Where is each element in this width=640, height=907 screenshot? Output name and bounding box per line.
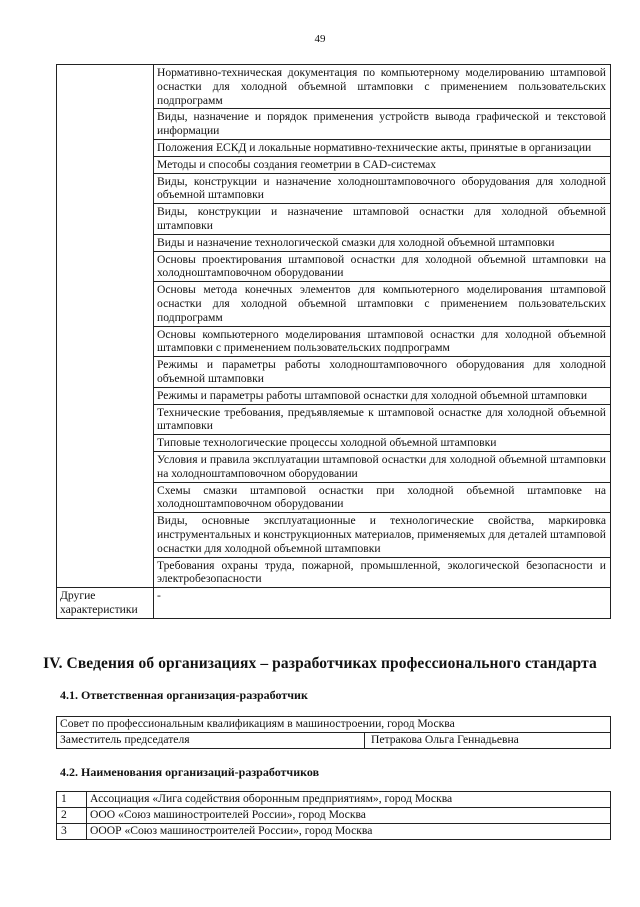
developer-name: ООО «Союз машиностроителей России», город Москва [87,808,611,824]
other-characteristics-value: - [154,588,611,619]
developers-table [56,791,611,840]
knowledge-item: Основы проектирования штамповой оснастки для холодной объемной штамповки на холодноштамповочном оборудовании [154,251,611,282]
knowledge-item: Схемы смазки штамповой оснастки при холодной объемной штамповке на холодноштамповочном оборудовании [154,482,611,513]
responsible-org-name: Совет по профессиональным квалификациям в машиностроении, город Москва [57,717,611,733]
other-characteristics-label: Другие характеристики [57,588,154,619]
knowledge-item: Режимы и параметры работы штамповой оснастки для холодной объемной штамповки [154,387,611,404]
table-row [57,808,611,824]
table-row [57,824,611,840]
table-row [57,733,611,749]
developer-name: Ассоциация «Лига содействия оборонным предприятиям», город Москва [87,792,611,808]
developers-heading: 4.2. Наименования организаций-разработчиков [60,765,320,779]
table-row [57,792,611,808]
knowledge-item: Виды, основные эксплуатационные и технологические свойства, маркировка инструментальных и конструкционных материалов, применяемых для деталей штамповой оснастки для холодной объемной штамповки [154,513,611,557]
developer-name: ОООР «Союз машиностроителей России», город Москва [87,824,611,840]
knowledge-item: Виды, назначение и порядок применения устройств вывода графической и текстовой информации [154,109,611,140]
knowledge-item: Методы и способы создания геометрии в CAD-системах [154,156,611,173]
page-number: 49 [314,33,326,45]
knowledge-item: Режимы и параметры работы холодноштамповочного оборудования для холодной объемной штамповки [154,357,611,388]
responsible-heading: 4.1. Ответственная организация-разработчик [60,688,308,702]
knowledge-item: Требования охраны труда, пожарной, промышленной, экологической безопасности и электробезопасности [154,557,611,588]
knowledge-item: Основы метода конечных элементов для компьютерного моделирования штамповой оснастки для холодной объемной штамповки с применением пользовательских подпрограмм [154,282,611,326]
table-row [57,65,611,109]
knowledge-item: Виды, конструкции и назначение штамповой оснастки для холодной объемной штамповки [154,204,611,235]
knowledge-table [56,64,611,619]
responsible-position: Заместитель председателя [57,733,365,749]
table-row [57,588,611,619]
knowledge-item: Типовые технологические процессы холодной объемной штамповки [154,435,611,452]
knowledge-item: Нормативно-техническая документация по компьютерному моделированию штамповой оснастки для холодной объемной штамповки с применением пользовательских подпрограмм [154,65,611,109]
knowledge-item: Положения ЕСКД и локальные нормативно-технические акты, принятые в организации [154,139,611,156]
responsible-person: Петракова Ольга Геннадьевна [365,733,611,749]
knowledge-item: Виды и назначение технологической смазки для холодной объемной штамповки [154,234,611,251]
developer-number: 3 [57,824,87,840]
table-row [57,717,611,733]
knowledge-item: Технические требования, предъявляемые к штамповой оснастке для холодной объемной штамповки [154,404,611,435]
knowledge-item: Основы компьютерного моделирования штамповой оснастки для холодной объемной штамповки с применением пользовательских подпрограмм [154,326,611,357]
responsible-org-table [56,716,611,749]
developer-number: 2 [57,808,87,824]
empty-label-cell [57,65,154,588]
section-title: IV. Сведения об организациях – разработчиках профессионального стандарта [43,655,597,672]
developer-number: 1 [57,792,87,808]
knowledge-item: Виды, конструкции и назначение холодноштамповочного оборудования для холодной объемной штамповки [154,173,611,204]
knowledge-item: Условия и правила эксплуатации штамповой оснастки для холодной объемной штамповки на холодноштамповочном оборудовании [154,451,611,482]
